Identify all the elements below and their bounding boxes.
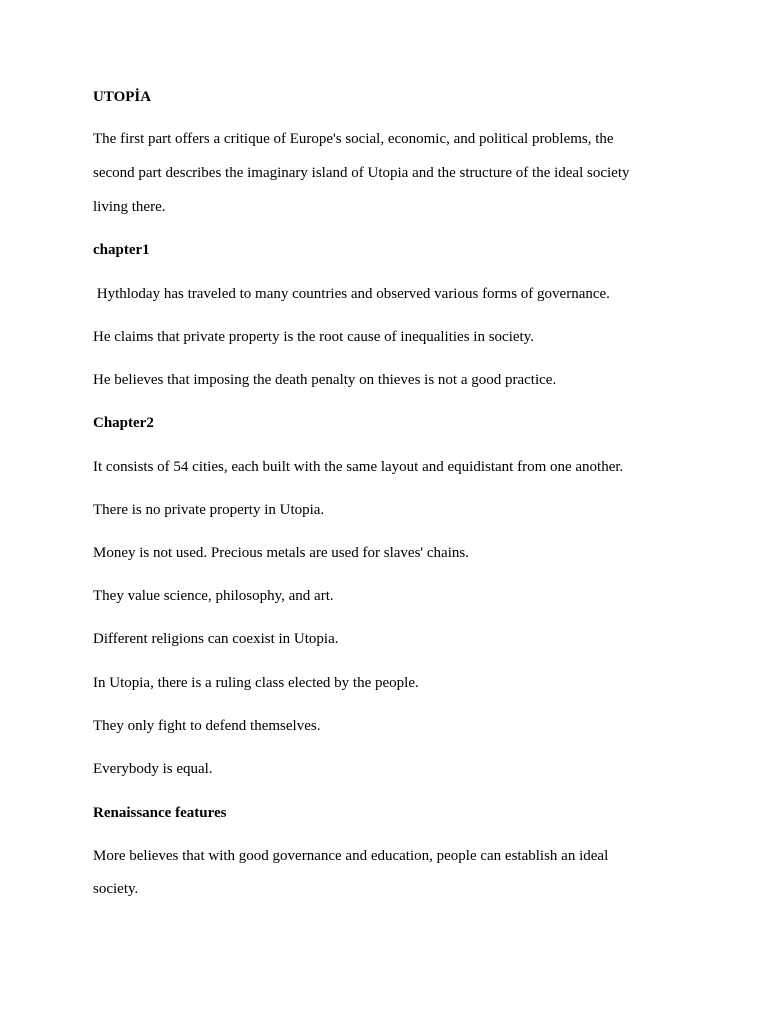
intro-line-2: second part describes the imaginary island of Utopia and the structure of the ideal society (93, 165, 630, 181)
chapter2-line-4: They value science, philosophy, and art. (93, 588, 334, 604)
chapter1-line-2: He claims that private property is the root cause of inequalities in society. (93, 329, 534, 345)
chapter2-line-6: In Utopia, there is a ruling class elected by the people. (93, 675, 419, 691)
renaissance-line-2: society. (93, 881, 139, 897)
chapter2-line-7: They only fight to defend themselves. (93, 718, 321, 734)
chapter2-line-3: Money is not used. Precious metals are used for slaves' chains. (93, 545, 469, 561)
chapter2-line-5: Different religions can coexist in Utopia. (93, 631, 339, 647)
document-title: UTOPİA (93, 89, 152, 105)
intro-line-3: living there. (93, 199, 166, 215)
renaissance-line-1: More believes that with good governance and education, people can establish an ideal (93, 848, 609, 864)
chapter2-line-8: Everybody is equal. (93, 761, 213, 777)
chapter2-line-1: It consists of 54 cities, each built with the same layout and equidistant from one another. (93, 459, 624, 475)
chapter2-line-2: There is no private property in Utopia. (93, 502, 325, 518)
chapter1-heading: chapter1 (93, 242, 150, 258)
chapter1-line-1: Hythloday has traveled to many countries and observed various forms of governance. (93, 286, 610, 302)
renaissance-heading: Renaissance features (93, 805, 227, 821)
chapter2-heading: Chapter2 (93, 415, 154, 431)
intro-line-1: The first part offers a critique of Europe's social, economic, and political problems, the (93, 131, 614, 147)
chapter1-line-3: He believes that imposing the death penalty on thieves is not a good practice. (93, 372, 557, 388)
